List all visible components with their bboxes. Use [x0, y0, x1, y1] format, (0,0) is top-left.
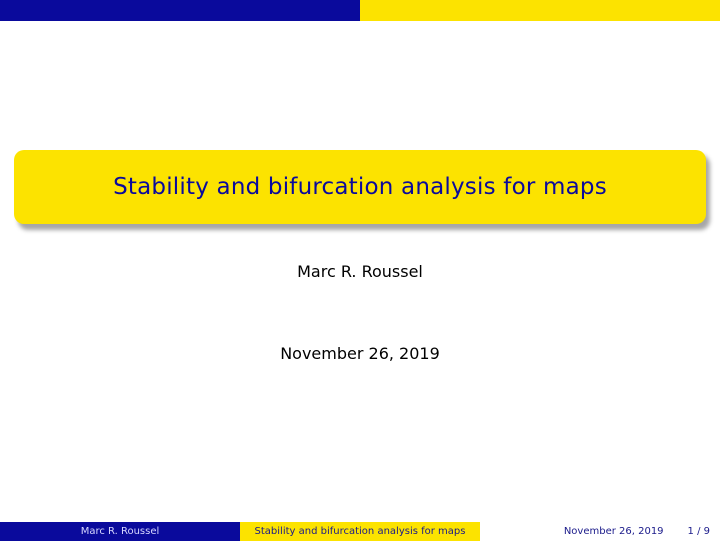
slide-title: Stability and bifurcation analysis for maps [113, 174, 607, 200]
title-box [14, 150, 706, 224]
footer-date-section [480, 522, 720, 541]
footer-date: November 26, 2019 [563, 526, 664, 537]
header-bar [0, 0, 720, 21]
slide-date: November 26, 2019 [280, 344, 440, 363]
footer-bar [0, 522, 720, 541]
header-bar-yellow-segment [360, 0, 720, 21]
footer-title-section [240, 522, 480, 541]
slide-author: Marc R. Roussel [297, 262, 423, 281]
footer-author-section [0, 522, 240, 541]
page-number: 1 / 9 [687, 526, 710, 537]
header-bar-blue-segment [0, 0, 360, 21]
footer-author: Marc R. Roussel [80, 526, 160, 537]
footer-title: Stability and bifurcation analysis for maps [254, 526, 466, 537]
